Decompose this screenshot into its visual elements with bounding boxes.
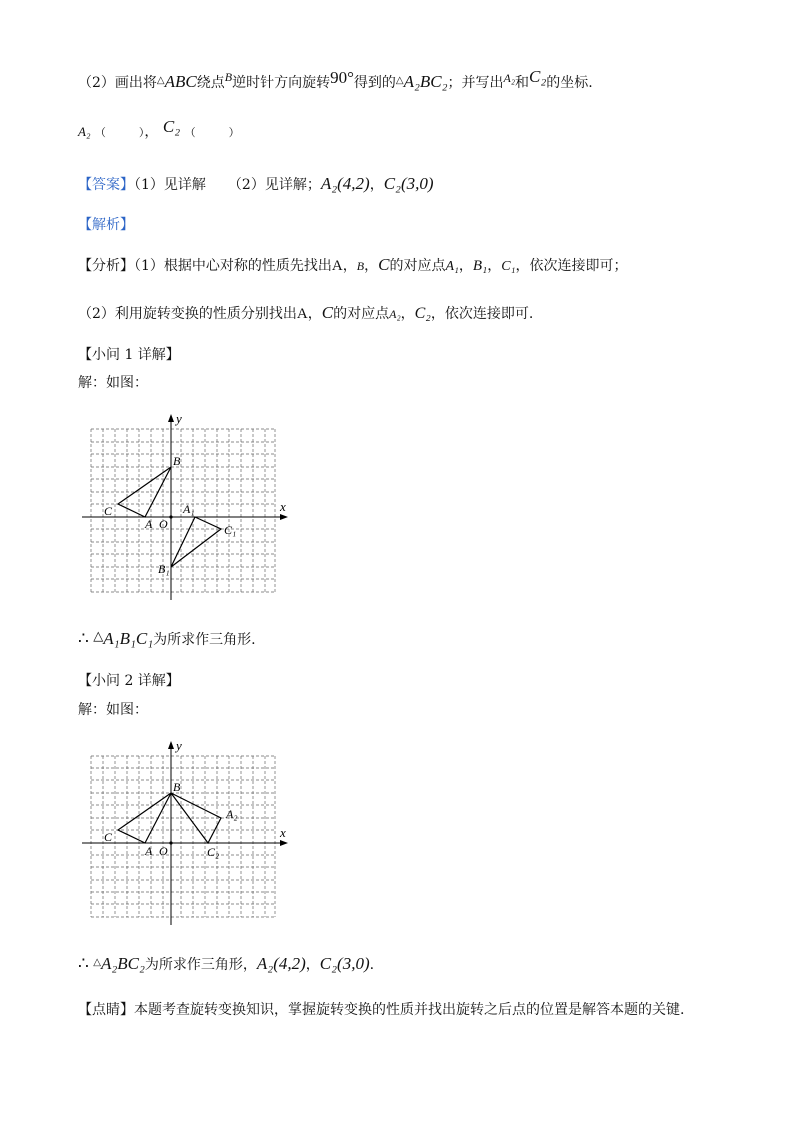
solution-2-intro: 解：如图： — [78, 702, 148, 718]
triangle-abc: ABC — [164, 72, 197, 91]
label-y-2: y — [176, 738, 182, 753]
sub-question-2-title: 【小问 2 详解】 — [78, 673, 180, 689]
label-c2: C₂ — [207, 845, 220, 859]
sub-question-1-title: 【小问 1 详解】 — [78, 347, 180, 363]
label-b-2: B — [173, 780, 181, 794]
label-x-2: x — [280, 825, 286, 840]
question-2: （2）画出将△ABC绕点B逆时针方向旋转90°得到的△A₂BC₂；并写出A₂和C₂的坐标. — [78, 67, 593, 91]
origin-dot-2 — [169, 841, 172, 844]
angle-90: 90° — [330, 68, 354, 87]
label-a1: A₁ — [183, 502, 195, 516]
grid-2 — [91, 756, 275, 917]
y-axis-arrow-2 — [168, 741, 174, 749]
label-o-2: O — [159, 844, 168, 858]
label-x-1: x — [280, 499, 286, 514]
triangle-symbol: △ — [156, 75, 165, 86]
answer-tag: 【答案】 — [78, 177, 134, 193]
answer-line: 【答案】（1）见详解 （2）见详解；A₂(4,2)，C₂(3,0) — [78, 174, 434, 193]
solution-1-intro: 解：如图： — [78, 375, 148, 391]
y-axis-arrow-1 — [168, 414, 174, 422]
triangle-a1b1c1-label: A₁B₁C₁ — [103, 629, 154, 648]
label-y-1: y — [176, 411, 182, 426]
dianjing: 【点睛】本题考查旋转变换知识，掌握旋转变换的性质并找出旋转之后点的位置是解答本题的关键. — [78, 1002, 685, 1018]
label-c-2: C — [104, 830, 113, 844]
graph-1 — [80, 408, 300, 608]
analysis-1: 【分析】（1）根据中心对称的性质先找出A，B，C的对应点A₁，B₁，C₁，依次连接即可； — [78, 255, 628, 274]
blank-c2: （ ） — [184, 126, 240, 139]
x-axis-arrow-1 — [280, 514, 288, 520]
origin-dot-1 — [169, 515, 172, 518]
triangle-a2bc2-label: A₂BC₂ — [100, 954, 145, 973]
graph-2 — [80, 735, 300, 935]
label-c1: C₁ — [224, 523, 237, 537]
label-a2: A₂ — [226, 807, 238, 821]
conclusion-2: ∴ △A₂BC₂为所求作三角形，A₂(4,2)，C₂(3,0). — [78, 954, 375, 974]
triangle-a2bc2: A₂BC₂ — [403, 72, 448, 91]
x-axis-arrow-2 — [280, 840, 288, 846]
label-a-1: A — [145, 517, 153, 531]
conclusion-1: ∴ △A₁B₁C₁为所求作三角形. — [78, 629, 256, 649]
blank-a2: （ ） — [94, 126, 145, 139]
point-b: B — [224, 70, 233, 84]
analysis-2: （2）利用旋转变换的性质分别找出A，C的对应点A₂，C₂，依次连接即可. — [78, 303, 534, 322]
analysis-tag: 【解析】 — [78, 217, 134, 233]
label-b1: B₁ — [158, 562, 170, 576]
answer-blanks: A₂ （ ）， C₂ （ ） — [78, 117, 240, 140]
label-a-2: A — [145, 844, 153, 858]
label-o-1: O — [159, 517, 168, 531]
label-c-1: C — [104, 504, 113, 518]
label-b-1: B — [173, 454, 181, 468]
